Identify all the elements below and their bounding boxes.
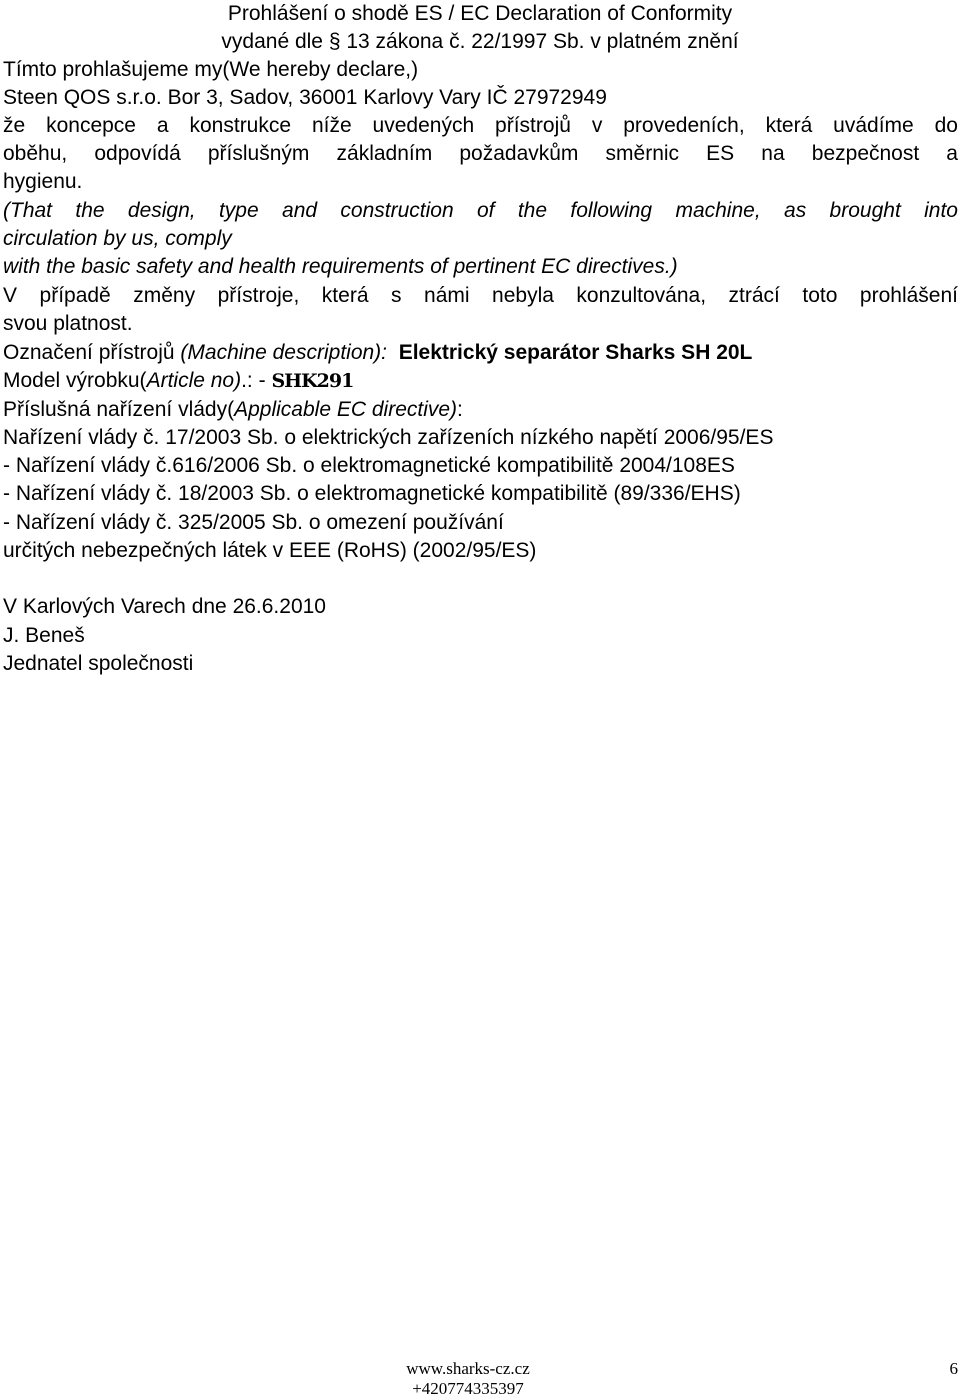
signature-name: J. Beneš xyxy=(3,624,85,647)
directives-heading-c: : xyxy=(457,398,463,421)
footer-phone: +420774335397 xyxy=(412,1379,524,1398)
title-line-1: Prohlášení o shodě ES / EC Declaration of Conformity xyxy=(227,2,733,25)
english-statement-line-3: with the basic safety and health requirements of pertinent EC directives.) xyxy=(3,255,678,278)
declarant-line-1: Tímto prohlašujeme my(We hereby declare,) xyxy=(3,58,419,81)
product-label-en: (Machine description): xyxy=(180,341,388,364)
product-label-cz: Označení přístrojů xyxy=(3,341,181,364)
product-model xyxy=(3,367,958,396)
directive-item: Nařízení vlády č. 17/2003 Sb. o elektrických zařízeních nízkého napětí 2006/95/ES xyxy=(3,426,774,449)
directive-item: určitých nebezpečných látek v EEE (RoHS) (2002/95/ES) xyxy=(3,539,537,562)
directive-item: - Nařízení vlády č. 325/2005 Sb. o omezení používání xyxy=(3,511,504,534)
signature-role: Jednatel společnosti xyxy=(3,652,194,675)
signature-place-date: V Karlových Varech dne 26.6.2010 xyxy=(3,595,326,618)
directives-heading-b: Applicable EC directive) xyxy=(234,398,458,421)
title-line-2: vydané dle § 13 zákona č. 22/1997 Sb. v platném znění xyxy=(221,30,739,53)
czech-statement-line-1: že koncepce a konstrukce níže uvedených přístrojů v provedeních, která uvádíme do xyxy=(3,114,958,137)
product-description xyxy=(3,339,958,368)
validity-note-line-2: svou platnost. xyxy=(3,312,133,335)
model-label-c: .: - xyxy=(241,369,272,392)
model-label-a: Model výrobku( xyxy=(3,369,147,392)
czech-statement-line-3: hygienu. xyxy=(3,170,83,193)
model-value: SHK291 xyxy=(271,370,354,392)
directive-item: - Nařízení vlády č.616/2006 Sb. o elektromagnetické kompatibilitě 2004/108ES xyxy=(3,454,735,477)
validity-note-line-1: V případě změny přístroje, která s námi nebyla konzultována, ztrácí toto prohlášení xyxy=(3,284,958,307)
model-label-b: Article no) xyxy=(146,369,242,392)
page-number: 6 xyxy=(949,1359,958,1378)
directives-heading xyxy=(3,396,958,425)
english-statement-line-1: (That the design, type and construction of the following machine, as brought into xyxy=(3,199,958,222)
directives-heading-a: Příslušná nařízení vlády( xyxy=(3,398,235,421)
declarant-line-2: Steen QOS s.r.o. Bor 3, Sadov, 36001 Karlovy Vary IČ 27972949 xyxy=(3,86,607,109)
directive-item: - Nařízení vlády č. 18/2003 Sb. o elektromagnetické kompatibilitě (89/336/EHS) xyxy=(3,482,741,505)
czech-statement-line-2: oběhu, odpovídá příslušným základním požadavkům směrnic ES na bezpečnost a xyxy=(3,142,958,165)
footer-website: www.sharks-cz.cz xyxy=(406,1359,530,1378)
english-statement-line-2: circulation by us, comply xyxy=(3,227,232,250)
product-name: Elektrický separátor Sharks SH 20L xyxy=(398,341,753,364)
